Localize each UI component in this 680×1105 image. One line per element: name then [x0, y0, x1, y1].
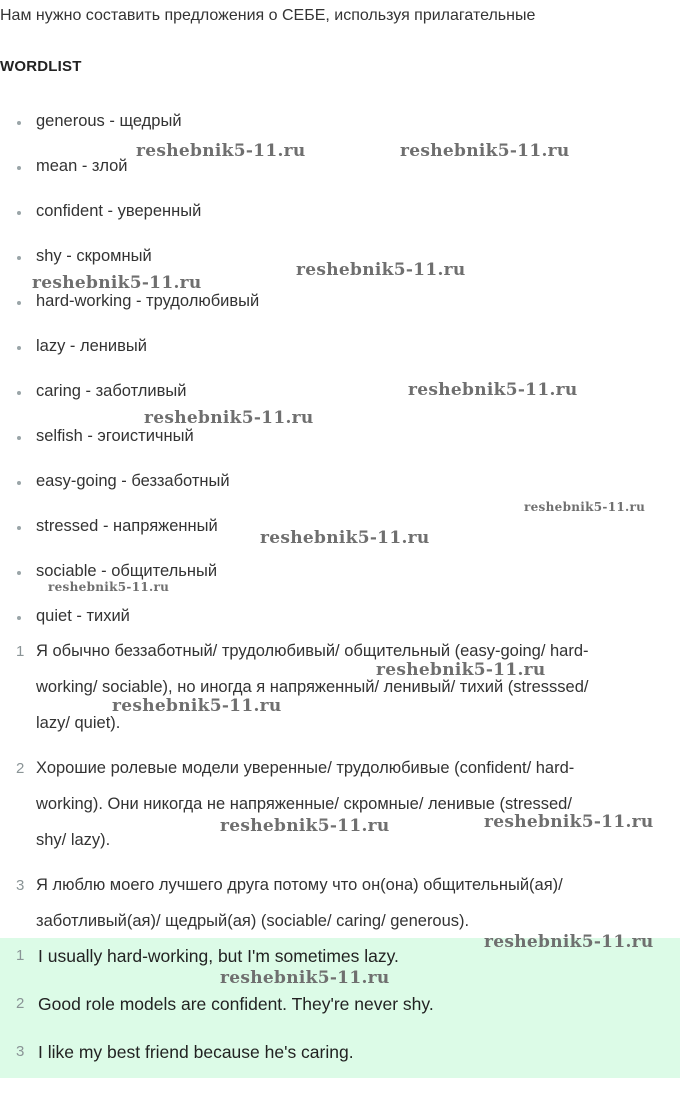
watermark: reshebnik5-11.ru	[260, 528, 430, 548]
watermark: reshebnik5-11.ru	[136, 141, 306, 161]
answer-number: 2	[16, 995, 25, 1012]
watermark: reshebnik5-11.ru	[400, 141, 570, 161]
bullet-icon	[17, 346, 21, 350]
watermark: reshebnik5-11.ru	[48, 580, 170, 594]
watermark: reshebnik5-11.ru	[408, 380, 578, 400]
bullet-icon	[17, 211, 21, 215]
bullet-icon	[17, 121, 21, 125]
bullet-icon	[17, 391, 21, 395]
answer-number: 3	[16, 1043, 25, 1060]
watermark: reshebnik5-11.ru	[484, 932, 654, 952]
watermark: reshebnik5-11.ru	[144, 408, 314, 428]
watermark: reshebnik5-11.ru	[376, 660, 546, 680]
answers-panel	[0, 938, 680, 1078]
sentence-line: Я обычно беззаботный/ трудолюбивый/ общительный (easy-going/ hard-	[36, 642, 589, 660]
answer-text: Good role models are confident. They're never shy.	[38, 994, 434, 1014]
bullet-icon	[17, 301, 21, 305]
intro-text: Нам нужно составить предложения о СЕБЕ, используя прилагательные	[0, 7, 536, 24]
sentence-line: shy/ lazy).	[36, 831, 111, 849]
bullet-icon	[17, 481, 21, 485]
watermark: reshebnik5-11.ru	[484, 812, 654, 832]
sentence-line: заботливый(ая)/ щедрый(ая) (sociable/ caring/ generous).	[36, 912, 470, 930]
answer-number: 1	[16, 947, 25, 964]
sentence-line: working/ sociable), но иногда я напряженный/ ленивый/ тихий (stresssed/	[36, 678, 589, 696]
bullet-icon	[17, 526, 21, 530]
watermark: reshebnik5-11.ru	[296, 260, 466, 280]
sentence-number: 1	[16, 643, 25, 660]
sentence-number: 3	[16, 877, 25, 894]
bullet-icon	[17, 256, 21, 260]
answer-text: I usually hard-working, but I'm sometimes lazy.	[38, 946, 399, 966]
bullet-icon	[17, 616, 21, 620]
watermark: reshebnik5-11.ru	[524, 500, 646, 514]
answer-text: I like my best friend because he's caring.	[38, 1042, 354, 1062]
sentence-line: Я люблю моего лучшего друга потому что он(она) общительный(ая)/	[36, 876, 563, 894]
bullet-icon	[17, 166, 21, 170]
watermark: reshebnik5-11.ru	[220, 968, 390, 988]
watermark: reshebnik5-11.ru	[32, 273, 202, 293]
bullet-icon	[17, 436, 21, 440]
sentence-line: Хорошие ролевые модели уверенные/ трудолюбивые (confident/ hard-	[36, 759, 575, 777]
sentence-line: lazy/ quiet).	[36, 714, 121, 732]
watermark: reshebnik5-11.ru	[220, 816, 390, 836]
bullet-icon	[17, 571, 21, 575]
sentence-number: 2	[16, 760, 25, 777]
wordlist-heading: WORDLIST	[0, 58, 82, 75]
sentence-line: working). Они никогда не напряженные/ скромные/ ленивые (stressed/	[36, 795, 572, 813]
watermark: reshebnik5-11.ru	[112, 696, 282, 716]
